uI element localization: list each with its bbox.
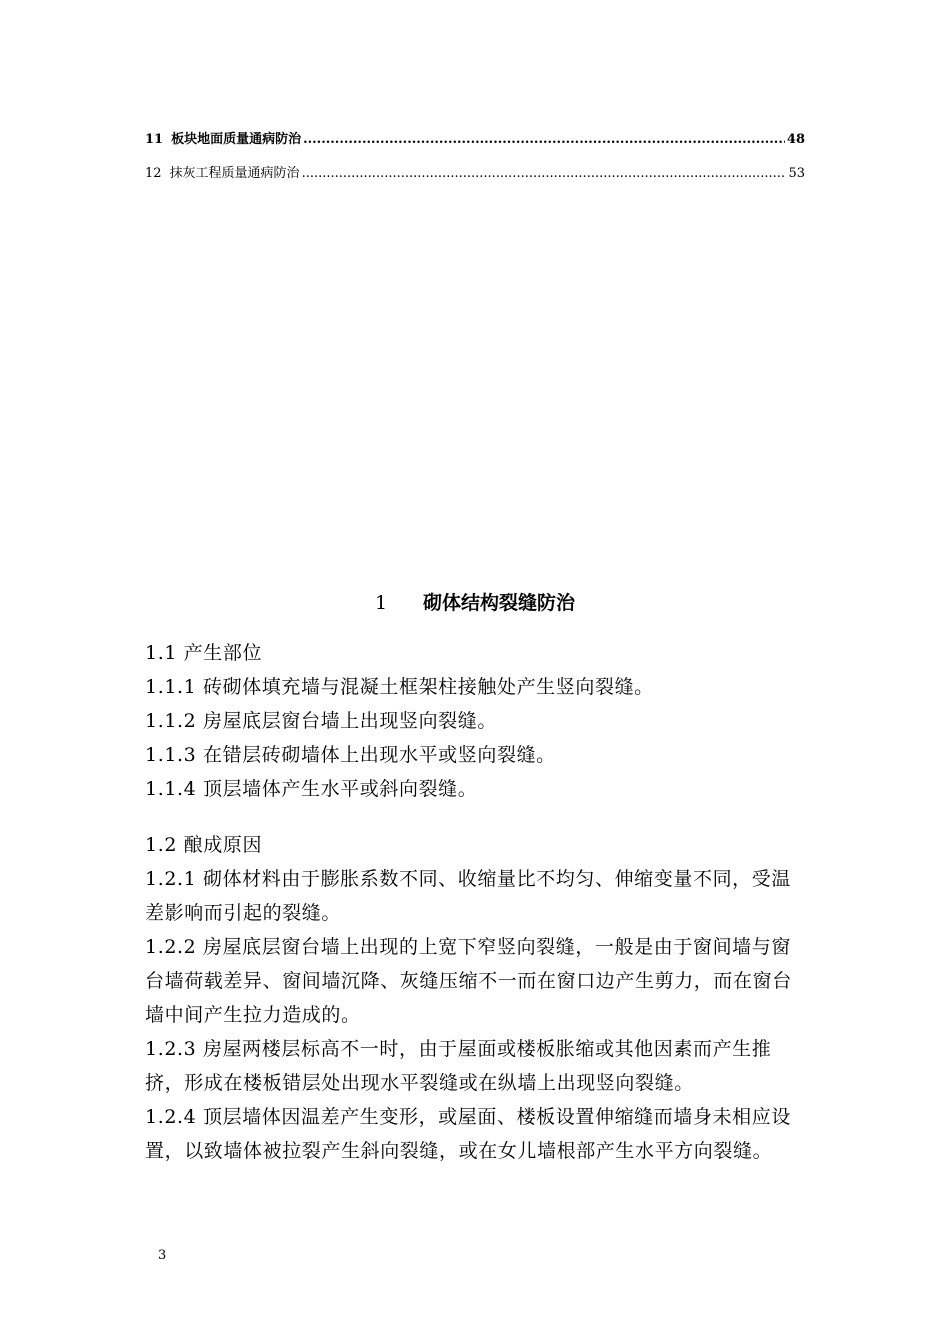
body-text <box>145 636 810 1168</box>
paragraph-1-1-1: 1.1.1 砖砌体填充墙与混凝土框架柱接触处产生竖向裂缝。 <box>145 676 654 698</box>
chapter-title-text: 砌体结构裂缝防治 <box>423 592 576 614</box>
toc-dot-leader <box>303 132 785 147</box>
section-heading-1-1: 1.1 产生部位 <box>145 642 263 664</box>
chapter-title <box>0 588 950 615</box>
paragraph-1-1-2: 1.1.2 房屋底层窗台墙上出现竖向裂缝。 <box>145 710 497 732</box>
toc-entry-title: 抹灰工程质量通病防治 <box>169 166 300 181</box>
toc-entry-11[interactable] <box>145 128 805 147</box>
paragraph-1-2-3: 1.2.3 房屋两楼层标高不一时，由于屋面或楼板胀缩或其他因素而产生推挤，形成在楼板错层处出现水平裂缝或在纵墙上出现竖向裂缝。 <box>145 1038 772 1094</box>
paragraph-1-1-4: 1.1.4 顶层墙体产生水平或斜向裂缝。 <box>145 778 478 800</box>
paragraph-spacer <box>145 806 810 828</box>
chapter-number: 1 <box>374 592 388 614</box>
paragraph-1-2-1: 1.2.1 砌体材料由于膨胀系数不同、收缩量比不均匀、伸缩变量不同，受温差影响而引起的裂缝。 <box>145 868 791 924</box>
toc-entry-number: 11 <box>145 132 164 147</box>
paragraph-1-2-4: 1.2.4 顶层墙体因温差产生变形，或屋面、楼板设置伸缩缝而墙身未相应设置，以致墙体被拉裂产生斜向裂缝，或在女儿墙根部产生水平方向裂缝。 <box>145 1106 791 1162</box>
paragraph-1-1-3: 1.1.3 在错层砖砌墙体上出现水平或竖向裂缝。 <box>145 744 556 766</box>
toc-entry-number: 12 <box>145 166 162 181</box>
toc-entry-page: 53 <box>788 166 805 181</box>
page-number: 3 <box>158 1248 167 1263</box>
toc-entry-page: 48 <box>786 132 805 147</box>
toc-dot-leader <box>302 166 787 181</box>
section-heading-1-2: 1.2 酿成原因 <box>145 834 263 856</box>
toc-entry-title: 板块地面质量通病防治 <box>171 132 302 147</box>
toc-entry-12[interactable] <box>145 162 805 181</box>
paragraph-1-2-2: 1.2.2 房屋底层窗台墙上出现的上宽下窄竖向裂缝，一般是由于窗间墙与窗台墙荷载差异、窗间墙沉降、灰缝压缩不一而在窗口边产生剪力，而在窗台墙中间产生拉力造成的。 <box>145 936 792 1026</box>
